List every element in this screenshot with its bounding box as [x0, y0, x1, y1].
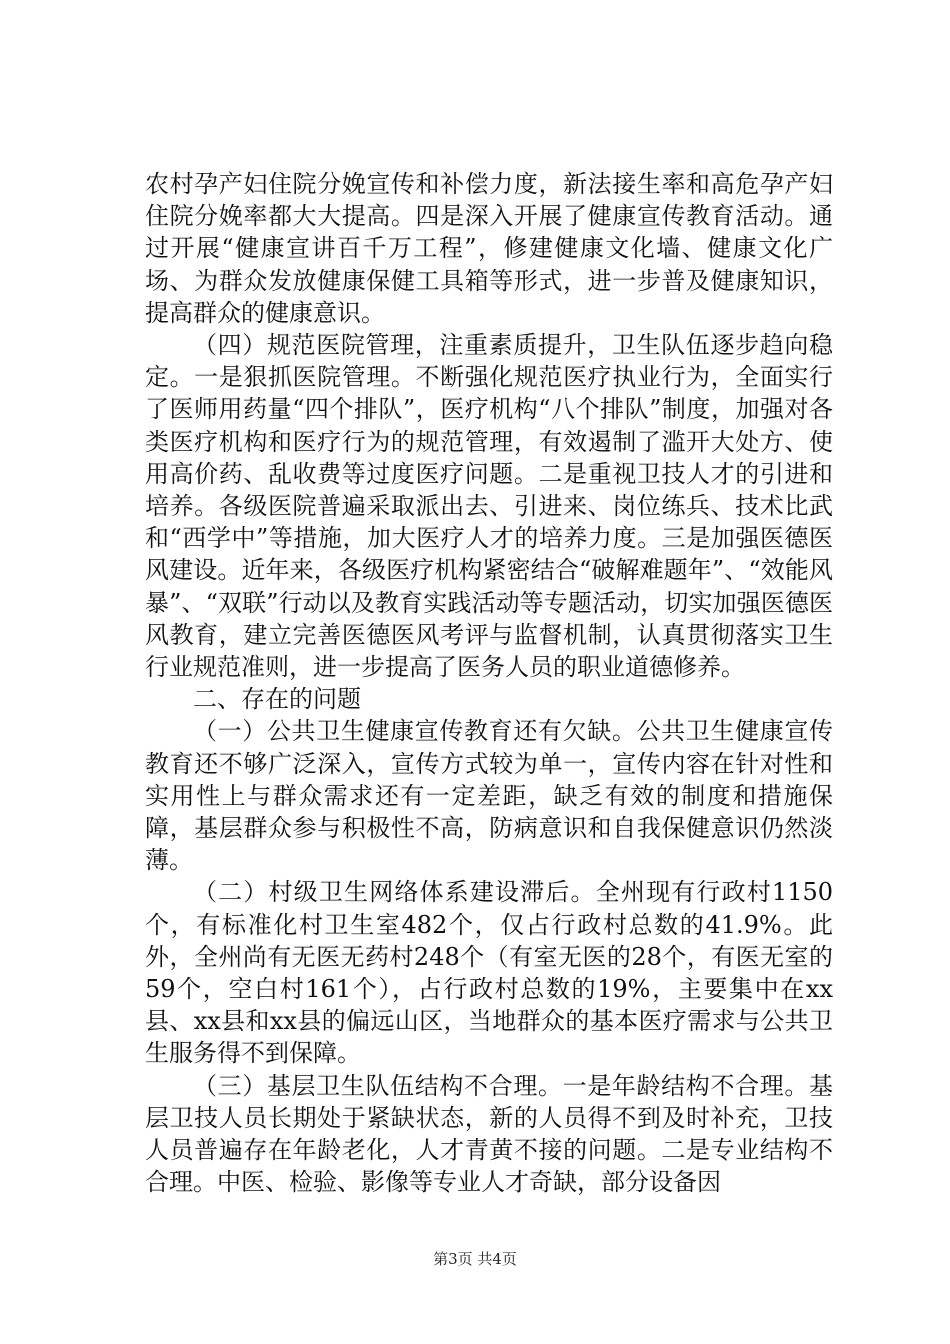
paragraph-continuation: 农村孕产妇住院分娩宣传和补偿力度，新法接生率和高危孕产妇住院分娩率都大大提高。四是深入开展了健康宣传教育活动。通过开展“健康宣讲百千万工程”，修建健康文化墙、健康文化广场、为群众发放健康保健工具箱等形式，进一步普及健康知识，提高群众的健康意识。	[145, 170, 833, 327]
document-body	[145, 168, 833, 1199]
paragraph-hospital-management: （四）规范医院管理，注重素质提升，卫生队伍逐步趋向稳定。一是狠抓医院管理。不断强化规范医疗执业行为，全面实行了医师用药量“四个排队”，医疗机构“八个排队”制度，加强对各类医疗机构和医疗行为的规范管理，有效遏制了滥开大处方、使用高价药、乱收费等过度医疗问题。二是重视卫技人才的引进和培养。各级医院普遍采取派出去、引进来、岗位练兵、技术比武和“西学中”等措施，加大医疗人才的培养力度。三是加强医德医风建设。近年来，各级医疗机构紧密结合“破解难题年”、“效能风暴”、“双联”行动以及教育实践活动等专题活动，切实加强医德医风教育，建立完善医德医风考评与监督机制，认真贯彻落实卫生行业规范准则，进一步提高了医务人员的职业道德修养。	[145, 331, 833, 682]
paragraph-health-education: （一）公共卫生健康宣传教育还有欠缺。公共卫生健康宣传教育还不够广泛深入，宣传方式较为单一，宣传内容在针对性和实用性上与群众需求还有一定差距，缺乏有效的制度和措施保障，基层群众参与积极性不高，防病意识和自我保健意识仍然淡薄。	[145, 717, 833, 875]
page-footer: 第3页 共4页	[433, 1250, 517, 1268]
section-heading-problems: 二、存在的问题	[193, 685, 361, 714]
paragraph-team-structure: （三）基层卫生队伍结构不合理。一是年龄结构不合理。基层卫技人员长期处于紧缺状态，新的人员得不到及时补充，卫技人员普遍存在年龄老化，人才青黄不接的问题。二是专业结构不合理。中医、检验、影像等专业人才奇缺，部分设备因	[145, 1071, 833, 1197]
paragraph-village-network: （二）村级卫生网络体系建设滞后。全州现有行政村1150个，有标准化村卫生室482个，仅占行政村总数的41.9%。此外，全州尚有无医无药村248个（有室无医的28个，有医无室的59个，空白村161个），占行政村总数的19%，主要集中在xx县、xx县和xx县的偏远山区，当地群众的基本医疗需求与公共卫生服务得不到保障。	[145, 878, 833, 1068]
